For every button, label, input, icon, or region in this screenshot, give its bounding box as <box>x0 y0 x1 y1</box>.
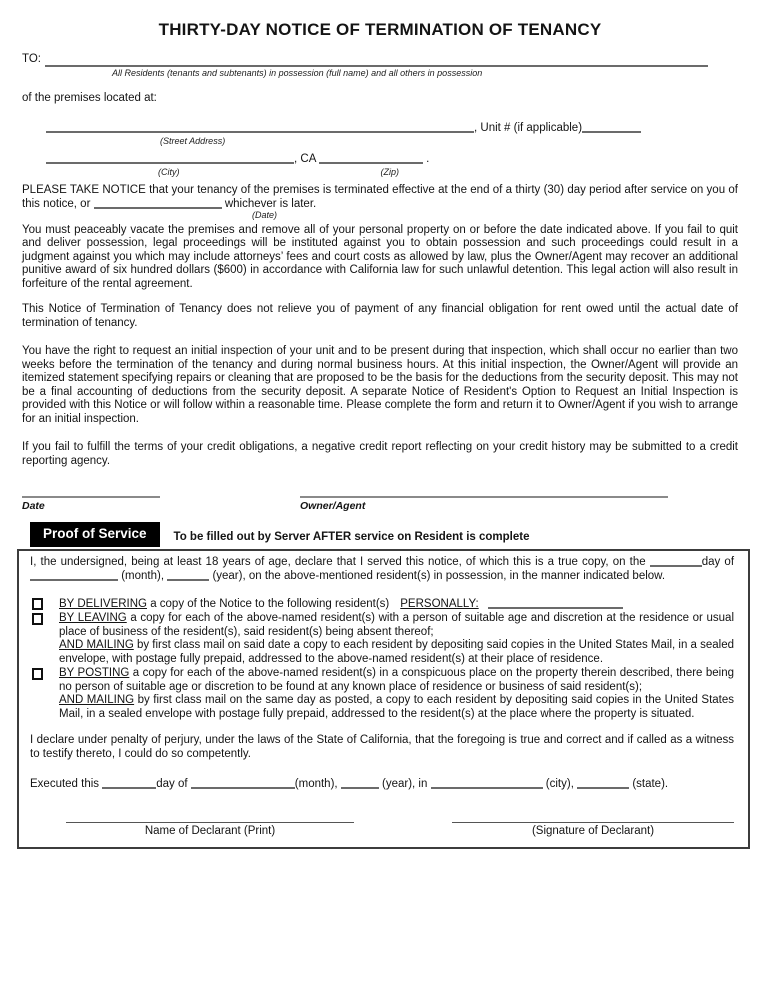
date-caption: (Date) <box>252 209 278 220</box>
to-caption: All Residents (tenants and subtenants) in possession (full name) and all others in possession <box>112 67 483 78</box>
city-row <box>46 152 738 167</box>
posting-text <box>59 667 734 721</box>
obligation-paragraph: This Notice of Termination of Tenancy does not relieve you of payment of any financial obligation for rent owed until the actual date of termination of tenancy. <box>22 303 738 329</box>
date-signature-line[interactable] <box>22 488 160 498</box>
zip-caption: (Zip) <box>380 167 399 177</box>
executed-text-6: (state). <box>632 778 669 790</box>
notice-text-before: PLEASE TAKE NOTICE that your tenancy of the premises is terminated effective at the end of a thirty (30) day period after service on you of this notice, or <box>22 183 738 210</box>
date-signature-col <box>22 488 160 514</box>
service-intro-text-2: day of <box>701 555 735 568</box>
delivering-text <box>59 597 734 612</box>
to-recipients-blank[interactable] <box>45 55 708 67</box>
delivering-body: a copy of the Notice to the following resident(s) <box>147 597 390 610</box>
state-label: , CA <box>294 152 316 165</box>
declarant-signature-label: (Signature of Declarant) <box>531 824 655 837</box>
service-item-leaving <box>30 612 734 666</box>
page-title: THIRTY-DAY NOTICE OF TERMINATION OF TENANCY <box>158 20 602 39</box>
delivering-checkbox[interactable] <box>32 598 43 610</box>
posting-mailing-body: by first class mail on the same day as posted, a copy to each resident by depositing said copies in the United States Mail, in a sealed envelope with postage fully prepaid, addressed to the resident(s) at the place where the property is situated. <box>59 694 735 720</box>
executed-city-blank[interactable] <box>431 777 543 789</box>
service-intro-text-1: I, the undersigned, being at least 18 years of age, declare that I served this notice, of which this is a true copy, on the <box>30 555 646 568</box>
declarant-signature-col <box>452 813 734 839</box>
zip-blank[interactable] <box>319 152 423 164</box>
executed-month-blank[interactable] <box>191 777 295 789</box>
personally-blank[interactable] <box>488 597 623 609</box>
executed-text-2: day of <box>156 778 188 790</box>
leaving-lead: BY LEAVING <box>59 612 127 624</box>
perjury-declaration: I declare under penalty of perjury, under the laws of the State of California, that the foregoing is true and correct and if called as a witness to testify thereto, I could do so competently. <box>30 734 734 760</box>
city-zip-captions <box>22 166 738 180</box>
declarant-row <box>30 813 734 839</box>
to-row <box>22 53 738 67</box>
proof-of-service-note: To be filled out by Server AFTER service on Resident is complete <box>173 531 530 543</box>
leaving-body: a copy for each of the above-named resident(s) with a person of suitable age and discretion at the residence or usual place of business of the resident(s), said resident(s) being absent thereof; <box>59 612 734 638</box>
unit-label: , Unit # (if applicable) <box>474 122 583 134</box>
served-year-blank[interactable] <box>167 569 209 581</box>
declarant-name-line[interactable] <box>66 813 354 823</box>
executed-text-3: (month), <box>294 778 338 790</box>
delivering-lead: BY DELIVERING <box>59 597 147 610</box>
posting-mailing-lead: AND MAILING <box>59 694 135 706</box>
posting-body: a copy for each of the above-named resident(s) in a conspicuous place on the property therein described, there being no person of suitable age or discretion to be found at any known place of residence or business of said resident(s); <box>59 667 735 693</box>
executed-line <box>30 777 734 792</box>
service-intro <box>30 555 734 584</box>
line-period: . <box>426 152 430 165</box>
declarant-signature-line[interactable] <box>452 813 734 823</box>
executed-text-4: (year), in <box>382 778 428 790</box>
executed-day-blank[interactable] <box>102 777 156 789</box>
notice-paragraph <box>22 184 738 212</box>
to-label: TO: <box>22 53 41 65</box>
executed-year-blank[interactable] <box>341 777 379 789</box>
premises-intro: of the premises located at: <box>22 91 157 104</box>
posting-mailing <box>59 694 734 721</box>
executed-text-1: Executed this <box>30 778 100 790</box>
service-intro-text-3: (month), <box>121 570 165 582</box>
served-day-blank[interactable] <box>650 555 702 567</box>
leaving-mailing-lead: AND MAILING <box>59 639 134 651</box>
city-caption: (City) <box>158 167 180 177</box>
leaving-checkbox[interactable] <box>32 613 43 625</box>
owner-signature-label: Owner/Agent <box>300 500 366 512</box>
declarant-name-label: Name of Declarant (Print) <box>144 824 276 837</box>
served-month-blank[interactable] <box>30 569 118 581</box>
street-caption: (Street Address) <box>160 135 226 146</box>
posting-lead: BY POSTING <box>59 667 130 679</box>
executed-text-5: (city), <box>545 778 574 790</box>
posting-checkbox[interactable] <box>32 668 43 680</box>
date-signature-label: Date <box>22 500 45 512</box>
street-row <box>46 121 738 136</box>
personally-lead: PERSONALLY: <box>400 597 479 610</box>
owner-signature-line[interactable] <box>300 488 668 498</box>
owner-signature-col <box>300 488 668 514</box>
inspection-paragraph: You have the right to request an initial inspection of your unit and to be present during that inspection, which shall occur no earlier than two weeks before the termination of the tenancy and during normal business hours. At this initial inspection, the Owner/Agent will provide an itemized statement specifying repairs or cleaning that are proposed to be the basis for the deductions from the security deposit. This may not be a final accounting of deductions from the security deposit. A separate Notice of Resident's Option to Request an Initial Inspection is provided with this Notice or will follow within a reasonable time. Please complete the form and return it to Owner/Agent if you wish to arrange for an initial inspection. <box>22 345 738 425</box>
proof-of-service-box <box>17 549 750 850</box>
declarant-name-col <box>66 813 354 839</box>
street-address-blank[interactable] <box>46 121 474 133</box>
leaving-main <box>59 612 734 639</box>
proof-of-service-header <box>22 522 738 547</box>
service-item-posting <box>30 667 734 721</box>
service-item-delivering <box>30 597 734 612</box>
leaving-mailing-body: by first class mail on said date a copy to each resident by depositing said copies in the United States Mail, in a sealed envelope, with postage fully prepaid, addressed to the above-named resident(s) at their place of residence. <box>59 639 735 665</box>
executed-state-blank[interactable] <box>577 777 629 789</box>
vacate-paragraph: You must peaceably vacate the premises and remove all of your personal property on or before the date indicated above. If you fail to quit and deliver possession, legal proceedings will be instituted against you to obtain possession and such proceedings could result in a judgment against you which may include attorneys’ fees and court costs as allowed by law, plus the Owner/Agent may recover an additional punitive award of six hundred dollars ($600) in accordance with California law for such unlawful detention. This legal action will also result in forfeiture of the rental agreement. <box>22 223 738 290</box>
unit-number-blank[interactable] <box>582 121 641 133</box>
credit-paragraph: If you fail to fulfill the terms of your credit obligations, a negative credit report reflecting on your credit history may be submitted to a credit reporting agency. <box>22 441 738 467</box>
termination-date-blank[interactable] <box>94 197 222 209</box>
leaving-text <box>59 612 734 666</box>
service-intro-text-4: (year), on the above-mentioned resident(s) in possession, in the manner indicated below. <box>212 570 666 582</box>
leaving-mailing <box>59 639 734 666</box>
notice-text-after: whichever is later. <box>224 198 317 210</box>
city-blank[interactable] <box>46 152 294 164</box>
posting-main <box>59 667 734 694</box>
proof-of-service-badge: Proof of Service <box>30 522 160 547</box>
signature-row <box>22 488 738 514</box>
